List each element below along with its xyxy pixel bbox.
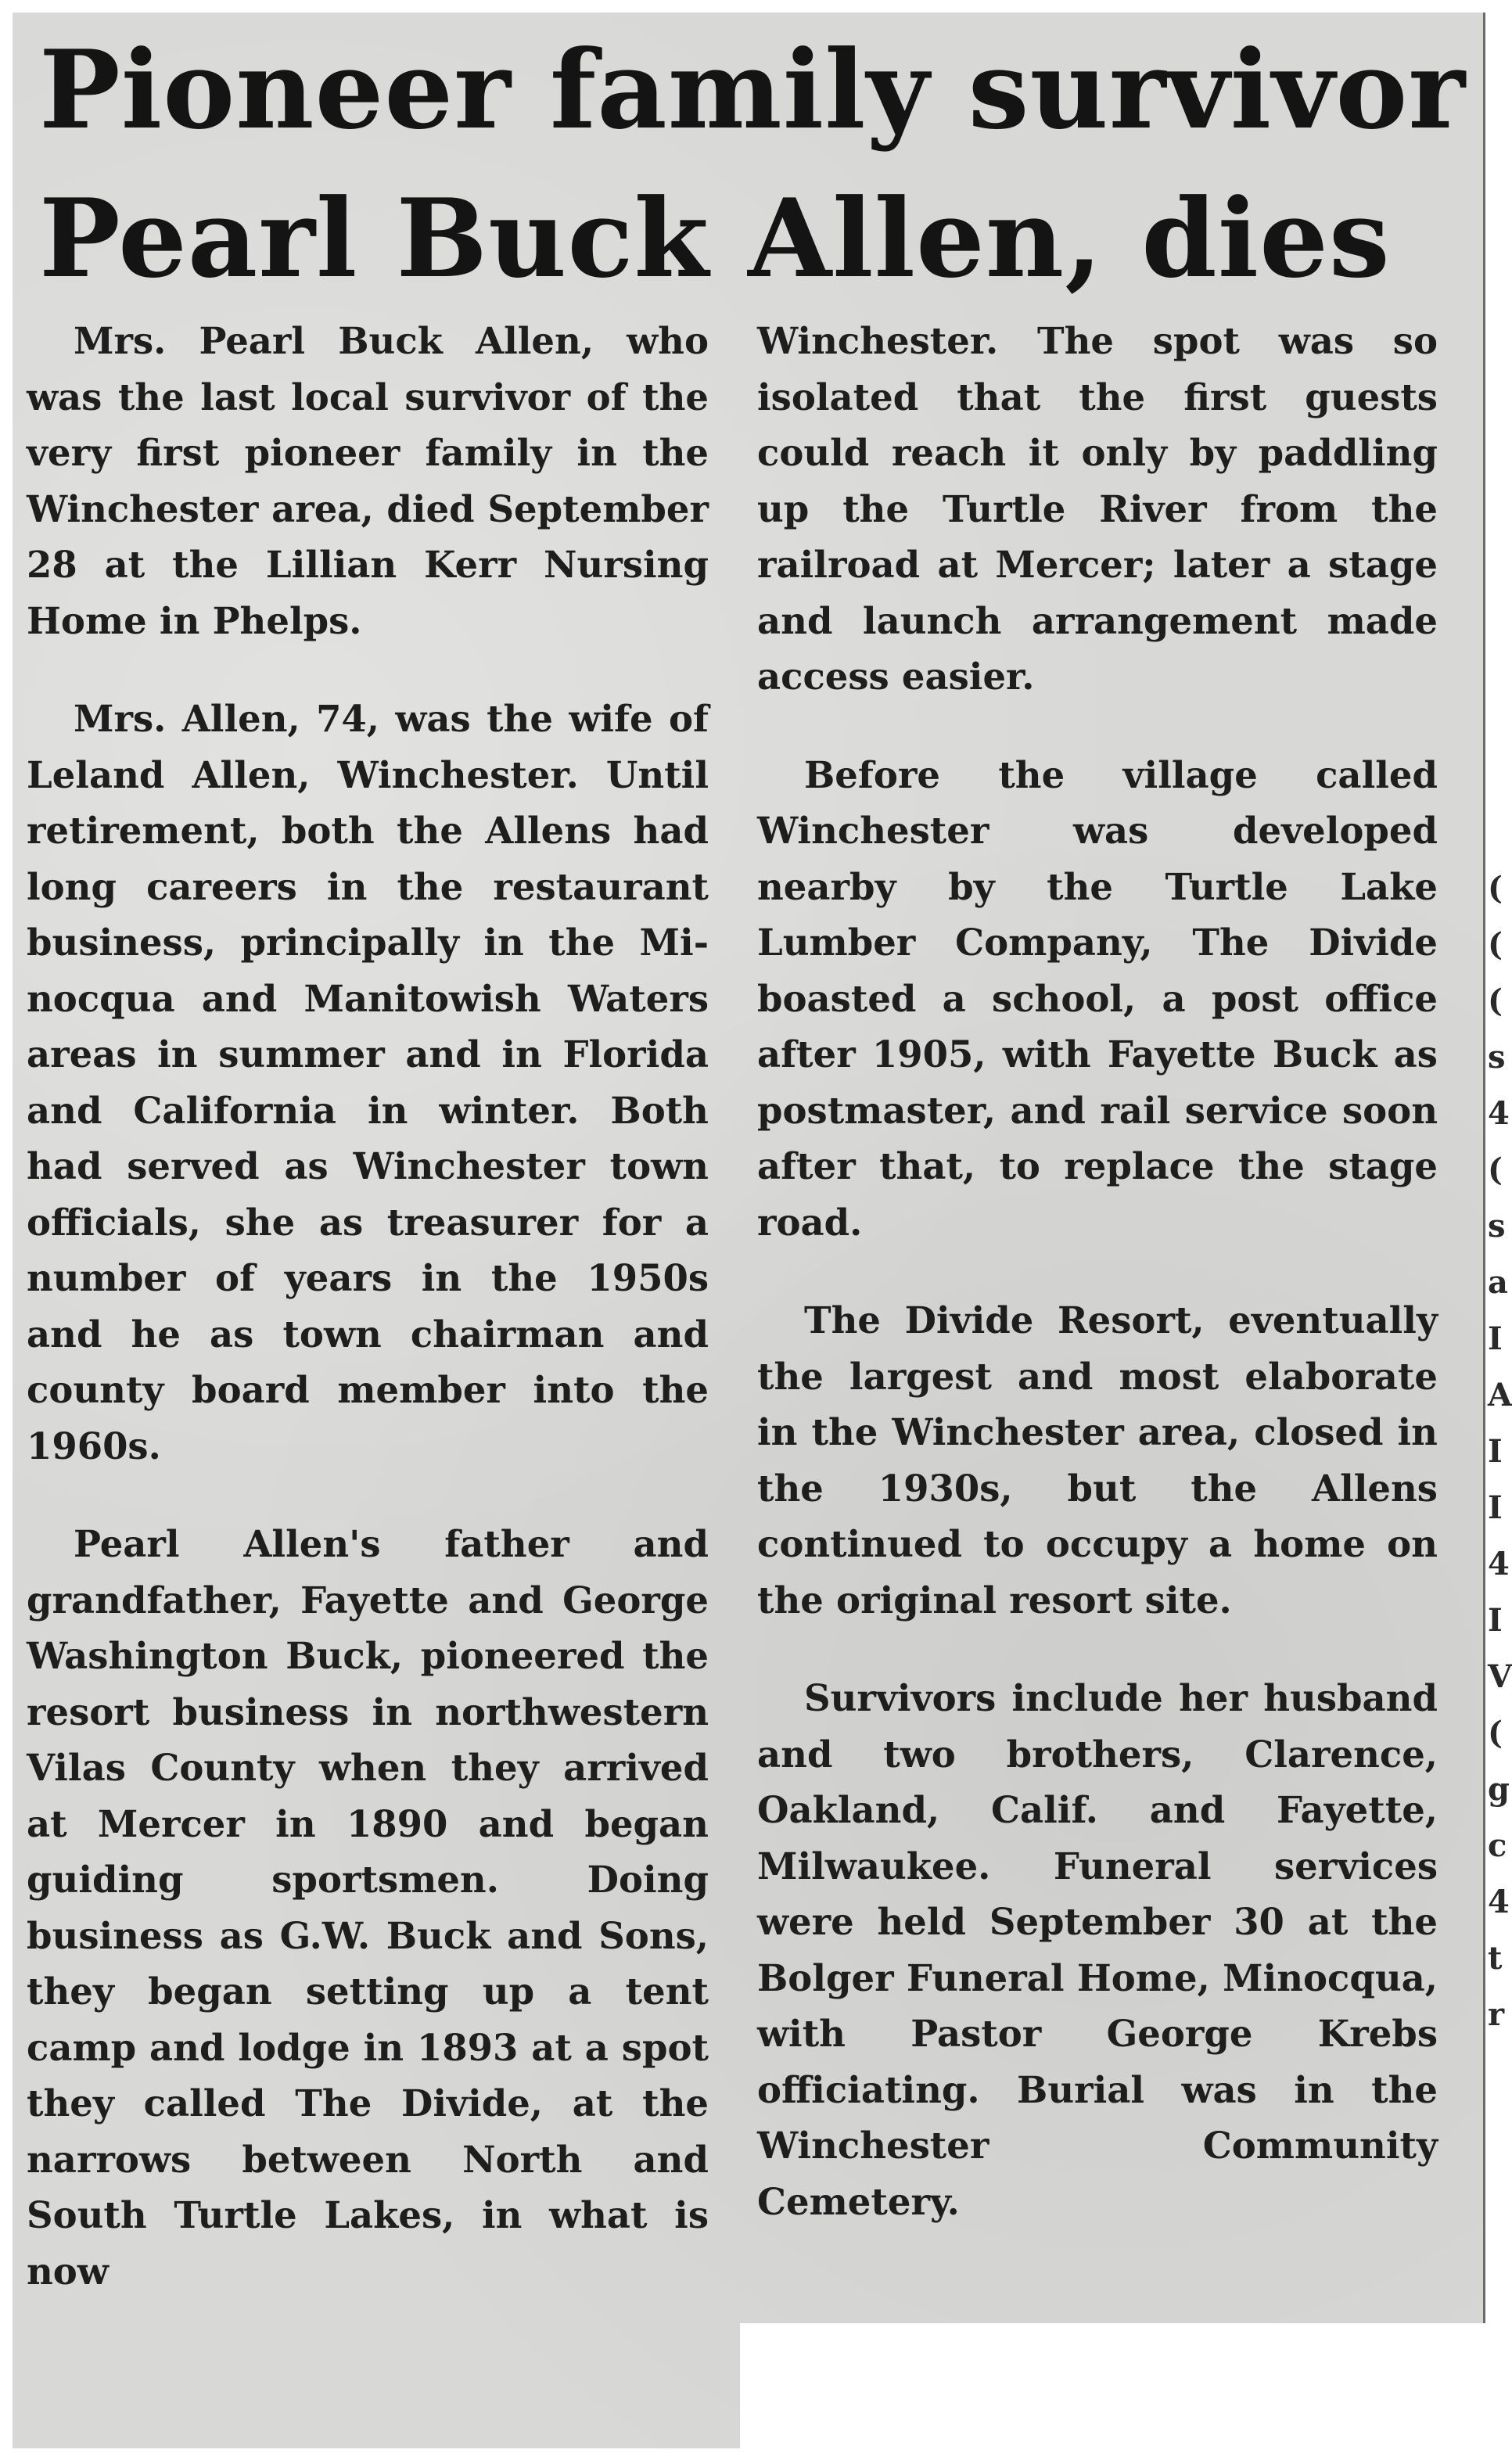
edge-fragment: I [1488,1433,1503,1470]
edge-fragment: 4 [1488,1546,1510,1582]
edge-fragment: I [1488,1489,1503,1526]
edge-fragment: ( [1488,1715,1503,1751]
left-column [27,313,709,2341]
paragraph-5: Before the village called Winchester was developed nearby by the Turtle Lake Lumber Company, The Divide boasted a school, a post office after 1905, with Fayette Buck as postmaster, and rail service soon after that, to replace the stage road. [757,752,1438,1244]
edge-fragment: a [1488,1264,1508,1301]
edge-fragment: 4 [1488,1095,1510,1132]
edge-fragment: 4 [1488,1884,1510,1920]
paragraph-4: Winchester. The spot was so isolated that the first guests could reach it only by paddling up the Turtle River from the railroad at Mercer; later a stage and launch arrangement made access easier. [757,319,1438,698]
paragraph-6: The Divide Resort, eventually the largest and most elaborate in the Winchester area, closed in the 1930s, but the Allens continued to occupy a home on the original resort site. [757,1298,1438,1622]
edge-fragment: s [1488,1039,1506,1076]
edge-fragment: r [1488,1996,1505,2033]
paragraph-7: Survivors include her husband and two brothers, Clarence, Oakland, Calif. and Fayette, Milwaukee. Funeral services were held September 30 at the Bolger Funeral Home, Minocqua, with Pastor George Krebs officiating. Burial was in the Winchester Community Cemetery. [757,1676,1438,2223]
edge-fragment: I [1488,1320,1503,1357]
edge-fragment: ( [1488,1151,1503,1188]
paragraph-1: Mrs. Pearl Buck Allen, who was the last local survivor of the very first pioneer family in the Winchester area, died September 28 at the Lillian Kerr Nursing Home in Phelps. [27,319,709,642]
paragraph-2: Mrs. Allen, 74, was the wife of Leland Allen, Winchester. Until retirement, both the Allens had long careers in the restaurant business, principally in the Minocqua and Manitowish Waters areas in summer and in Florida and California in winter. Both had served as Winchester town officials, she as treasurer for a number of years in the 1950s and he as town chairman and county board member into the 1960s. [27,697,709,1467]
edge-fragment: c [1488,1827,1507,1864]
edge-fragment: s [1488,1208,1506,1245]
paragraph-3: Pearl Allen's father and grandfather, Fayette and George Washington Buck, pioneered the resort business in northwestern Vilas County when they arrived at Mercer in 1890 and began guiding sportsmen. Doing business as G.W. Buck and Sons, they began setting up a tent camp and lodge in 1893 at a spot they called The Divide, at the narrows between North and South Turtle Lakes, in what is now [27,1522,709,2293]
edge-fragment: V [1488,1658,1512,1695]
edge-fragment: t [1488,1940,1503,1977]
edge-fragment: ( [1488,870,1503,907]
clipping-edge-line [1483,13,1485,2328]
edge-fragment: ( [1488,982,1503,1019]
edge-fragment: I [1488,1602,1503,1639]
edge-fragment: ( [1488,926,1503,963]
adjacent-column-fragments [1488,860,1512,2043]
cropped-corner-mask [740,2323,1502,2464]
edge-fragment: g [1488,1771,1510,1808]
headline-line-1: Pioneer family survivor [39,26,1467,153]
headline-line-2: Pearl Buck Allen, dies [39,174,1391,302]
edge-fragment: A [1488,1377,1512,1413]
right-column [757,313,1438,2229]
headline [39,16,1467,313]
